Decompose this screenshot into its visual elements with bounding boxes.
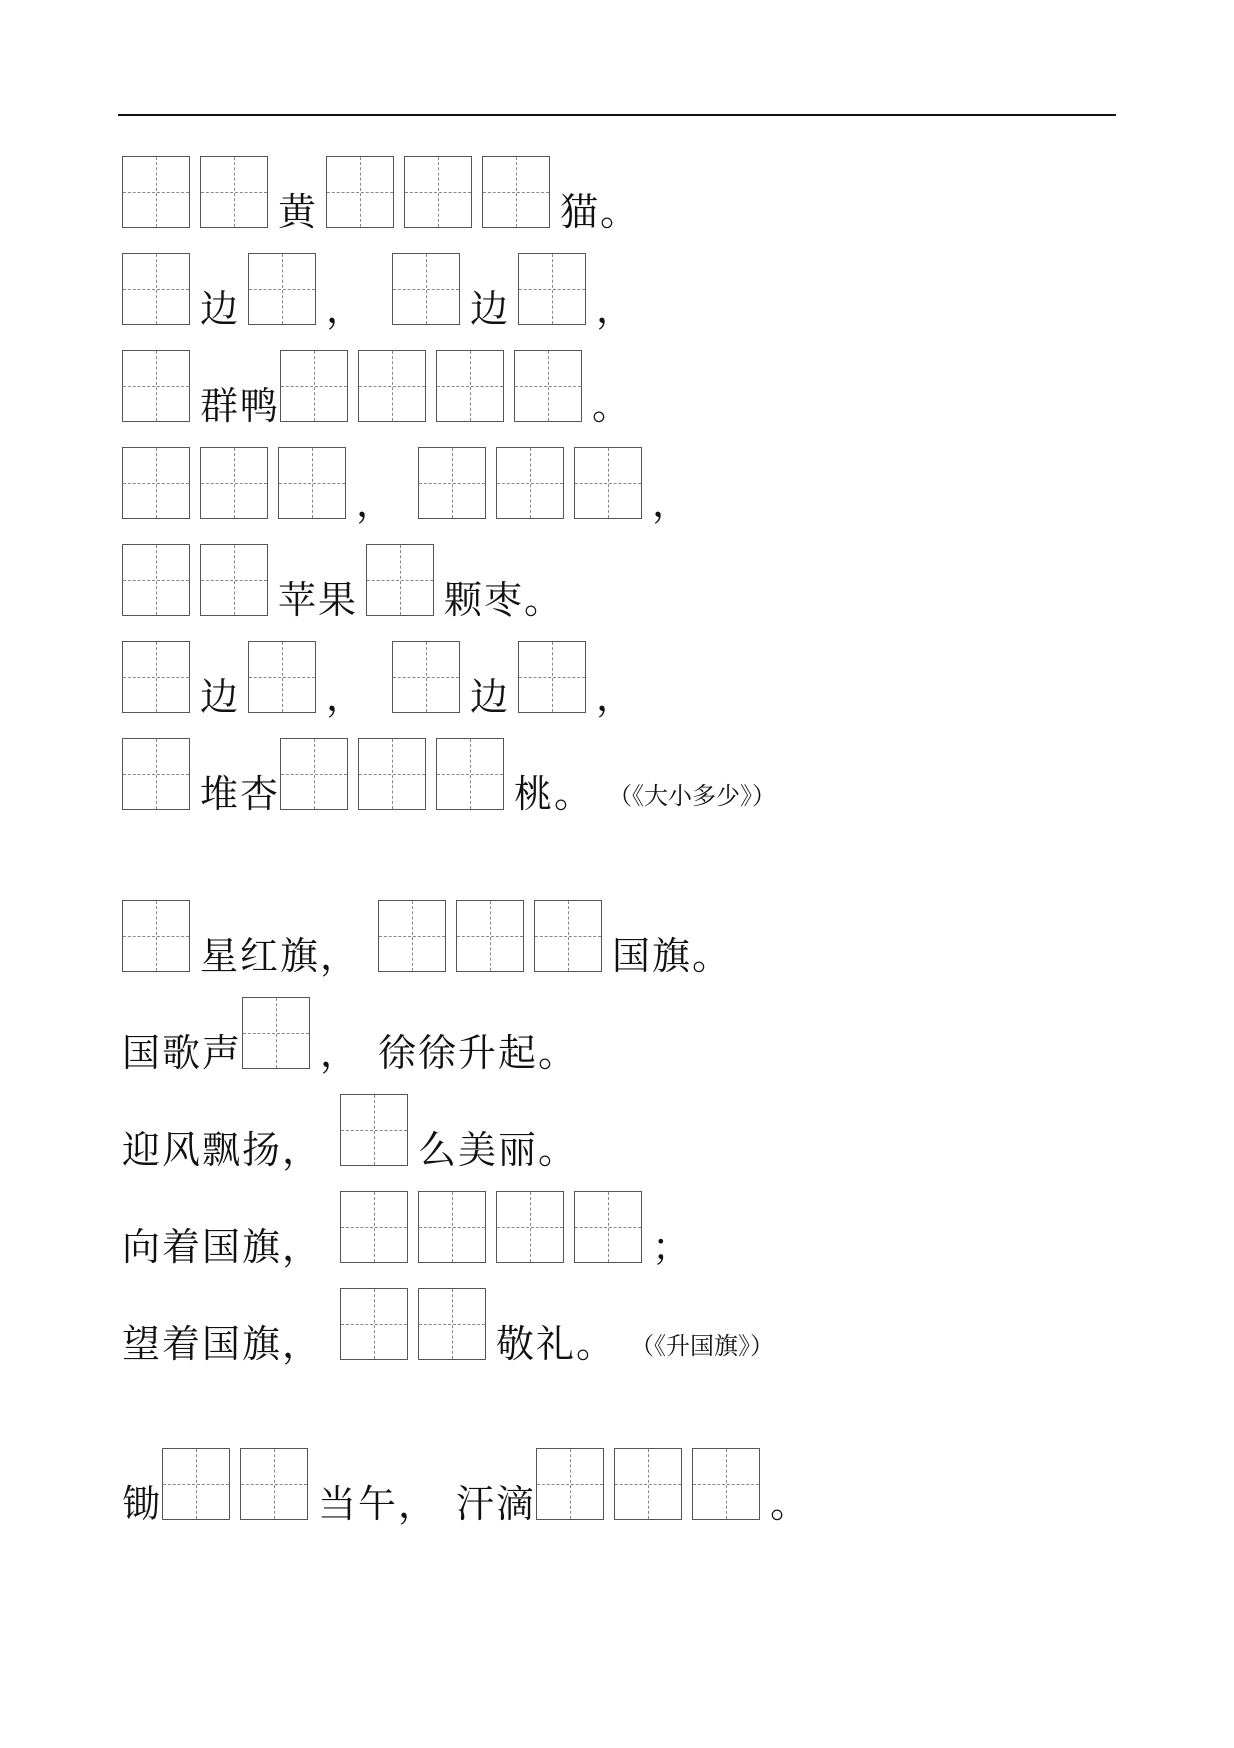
answer-box[interactable] [496, 447, 564, 519]
answer-box[interactable] [614, 1448, 682, 1520]
answer-box[interactable] [692, 1448, 760, 1520]
answer-box[interactable] [418, 1288, 486, 1360]
punct: 。 [538, 1031, 577, 1075]
answer-box[interactable] [122, 738, 190, 810]
punct: ， [652, 481, 691, 525]
answer-box[interactable] [514, 350, 582, 422]
poem1-line3 [122, 350, 631, 428]
answer-box[interactable] [248, 641, 316, 713]
answer-box[interactable] [496, 1191, 564, 1263]
text: 迎风飘扬 [122, 1128, 283, 1172]
text: 敬礼 [496, 1322, 577, 1366]
answer-box[interactable] [392, 641, 460, 713]
text: 堆杏 [200, 772, 281, 816]
source-citation: （《大小多少》） [608, 782, 777, 810]
poem1-line7 [122, 738, 777, 816]
text: 汗滴 [456, 1482, 537, 1526]
answer-box[interactable] [326, 156, 394, 228]
answer-box[interactable] [162, 1448, 230, 1520]
answer-box[interactable] [122, 900, 190, 972]
answer-box[interactable] [518, 641, 586, 713]
answer-box[interactable] [392, 253, 460, 325]
answer-box[interactable] [122, 253, 190, 325]
answer-box[interactable] [240, 1448, 308, 1520]
text: 边 [470, 287, 511, 331]
text: 颗枣 [444, 578, 525, 622]
punct: ， [398, 1482, 437, 1526]
punct: ， [282, 1128, 321, 1172]
poem2-line1 [122, 900, 731, 978]
answer-box[interactable] [518, 253, 586, 325]
punct: ， [356, 481, 395, 525]
answer-box[interactable] [242, 997, 310, 1069]
text: 边 [200, 287, 241, 331]
punct: ， [326, 675, 365, 719]
answer-box[interactable] [122, 641, 190, 713]
punct: ， [326, 287, 365, 331]
poem1-line4 [122, 447, 691, 525]
text: 桃 [514, 772, 555, 816]
punct: ， [596, 675, 635, 719]
answer-box[interactable] [200, 544, 268, 616]
answer-box[interactable] [340, 1288, 408, 1360]
text: 群鸭 [200, 384, 281, 428]
answer-box[interactable] [122, 447, 190, 519]
answer-box[interactable] [358, 738, 426, 810]
answer-box[interactable] [280, 350, 348, 422]
poem3-line1 [122, 1448, 809, 1526]
header-rule [118, 114, 1116, 116]
punct: 。 [554, 772, 593, 816]
punct: 。 [576, 1322, 615, 1366]
poem2-line2 [122, 997, 577, 1075]
answer-box[interactable] [418, 1191, 486, 1263]
text: 徐徐升起 [378, 1031, 539, 1075]
punct: 。 [592, 384, 631, 428]
punct: 。 [600, 190, 639, 234]
answer-box[interactable] [200, 156, 268, 228]
source-citation: （《升国旗》） [630, 1332, 775, 1360]
poem1-line2 [122, 253, 635, 331]
answer-box[interactable] [534, 900, 602, 972]
punct: ； [652, 1225, 691, 1269]
answer-box[interactable] [278, 447, 346, 519]
punct: ， [320, 1031, 359, 1075]
punct: ， [282, 1225, 321, 1269]
text: 边 [200, 675, 241, 719]
poem2-line3 [122, 1094, 577, 1172]
answer-box[interactable] [248, 253, 316, 325]
text: 国歌声 [122, 1031, 243, 1075]
answer-box[interactable] [280, 738, 348, 810]
answer-box[interactable] [404, 156, 472, 228]
punct: 。 [692, 934, 731, 978]
answer-box[interactable] [378, 900, 446, 972]
text: 国旗 [612, 934, 693, 978]
answer-box[interactable] [122, 156, 190, 228]
answer-box[interactable] [122, 350, 190, 422]
punct: ， [282, 1322, 321, 1366]
answer-box[interactable] [122, 544, 190, 616]
text: 当午 [318, 1482, 399, 1526]
poem2-line4 [122, 1191, 691, 1269]
answer-box[interactable] [536, 1448, 604, 1520]
punct: 。 [770, 1482, 809, 1526]
answer-box[interactable] [482, 156, 550, 228]
text: 黄 [278, 190, 319, 234]
text: 么美丽 [418, 1128, 539, 1172]
text: 锄 [122, 1482, 163, 1526]
text: 向着国旗 [122, 1225, 283, 1269]
answer-box[interactable] [436, 738, 504, 810]
poem1-line5 [122, 544, 563, 622]
poem1-line1 [122, 156, 639, 234]
punct: 。 [538, 1128, 577, 1172]
punct: ， [596, 287, 635, 331]
answer-box[interactable] [200, 447, 268, 519]
poem2-line5 [122, 1288, 775, 1366]
answer-box[interactable] [418, 447, 486, 519]
answer-box[interactable] [366, 544, 434, 616]
punct: ， [320, 934, 359, 978]
text: 苹果 [278, 578, 359, 622]
answer-box[interactable] [340, 1191, 408, 1263]
text: 星红旗 [200, 934, 321, 978]
answer-box[interactable] [340, 1094, 408, 1166]
answer-box[interactable] [436, 350, 504, 422]
text: 猫 [560, 190, 601, 234]
answer-box[interactable] [574, 1191, 642, 1263]
answer-box[interactable] [456, 900, 524, 972]
answer-box[interactable] [574, 447, 642, 519]
answer-box[interactable] [358, 350, 426, 422]
punct: 。 [524, 578, 563, 622]
poem1-line6 [122, 641, 635, 719]
text: 边 [470, 675, 511, 719]
text: 望着国旗 [122, 1322, 283, 1366]
